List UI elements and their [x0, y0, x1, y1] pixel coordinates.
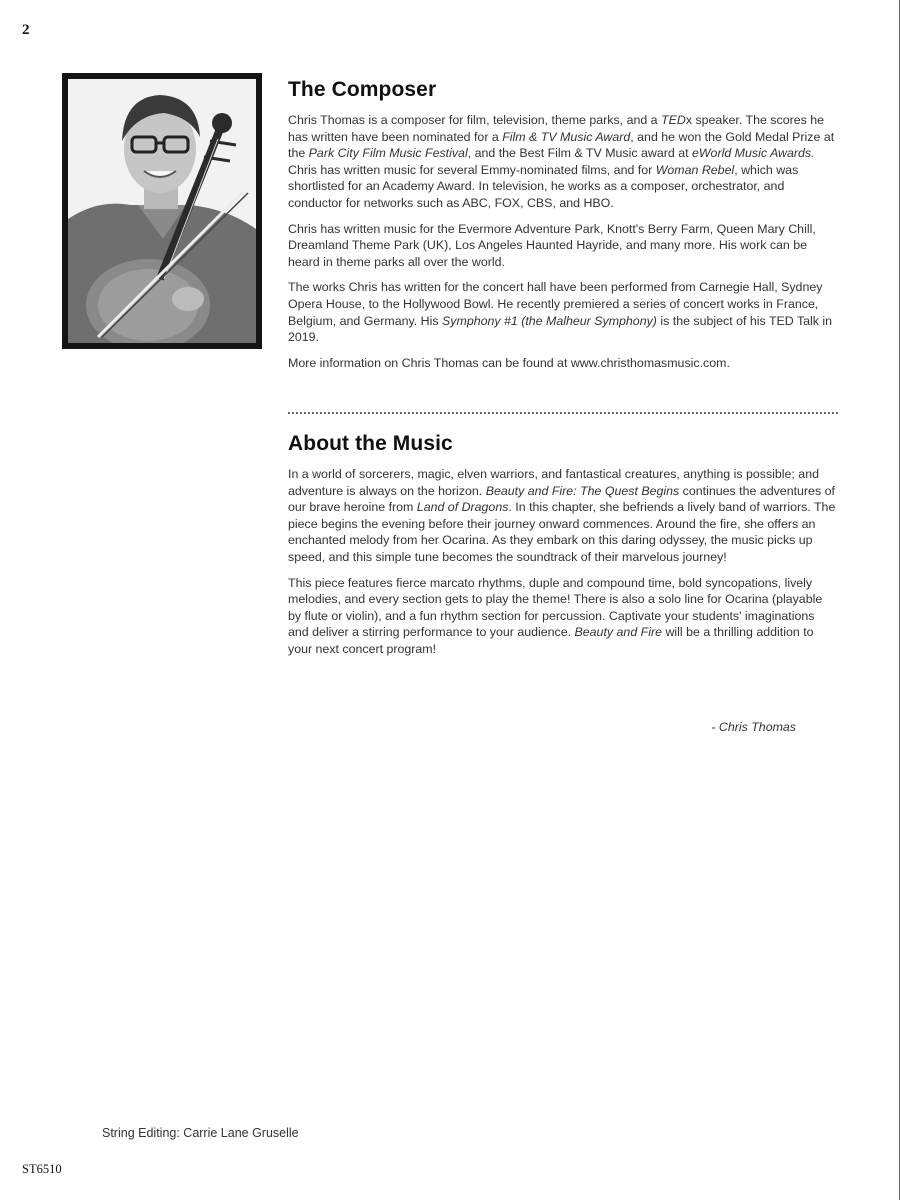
composer-paragraph: The works Chris has written for the concert hall have been performed from Carnegie Hall, Sydney Opera House, to the Hollywood Bowl. He recently premiered a series of concert works in France, Belgium, and Germany. His Symphony #1 (the Malheur Symphony) is the subject of his TED Talk in 2019.	[288, 280, 833, 345]
italic-text: Beauty and Fire	[574, 625, 662, 640]
page-number: 2	[22, 22, 30, 38]
about-music-paragraph: In a world of sorcerers, magic, elven warriors, and fantastical creatures, anything is possible; and adventure is always on the horizon. Beauty and Fire: The Quest Begins continues the adventures of our brave heroine from Land of Dragons. In this chapter, she befriends a lively band of warriors. The piece begins the evening before their journey onward commences. Around the fire, she offers an enchanted melody from her Ocarina. As they embark on this daring odyssey, the music picks up speed, and this simple tune becomes the soundtrack of their marvelous journey!	[288, 467, 836, 564]
string-editing-credit: String Editing: Carrie Lane Gruselle	[102, 1126, 299, 1140]
italic-text: Land of Dragons	[416, 500, 509, 515]
about-music-section	[288, 432, 838, 667]
composer-paragraph: Chris has written music for the Evermore Adventure Park, Knott's Berry Farm, Queen Mary Chill, Dreamland Theme Park (UK), Los Angeles Haunted Hayride, and many more. His work can be heard in theme parks all over the world.	[288, 221, 816, 269]
about-music-paragraph: This piece features fierce marcato rhythms, duple and compound time, bold syncopations, lively melodies, and every section gets to play the theme! There is also a solo line for Ocarina (playable by flute or violin), and a fun rhythm section for percussion. Captivate your students' imaginations and deliver a stirring performance to your audience. Beauty and Fire will be a thrilling addition to your next concert program!	[288, 575, 823, 656]
dotted-divider	[288, 412, 838, 414]
composer-section	[288, 78, 838, 380]
composer-heading: The Composer	[288, 78, 437, 101]
italic-text: Woman Rebel	[655, 162, 735, 177]
italic-text: Park City Film Music Festival	[308, 146, 468, 161]
composer-paragraph: More information on Chris Thomas can be found at www.christhomasmusic.com.	[288, 355, 730, 370]
composer-photo	[62, 73, 262, 349]
italic-text: Film & TV Music Award	[502, 129, 631, 144]
composer-paragraph: Chris Thomas is a composer for film, television, theme parks, and a TEDx speaker. The scores he has written have been nominated for a Film & TV Music Award, and he won the Gold Medal Prize at the Park City Film Music Festival, and the Best Film & TV Music award at eWorld Music Awards. Chris has written music for several Emmy-nominated films, and for Woman Rebel, which was shortlisted for an Academy Award. In television, he works as a composer, orchestrator, and conductor for networks such as ABC, FOX, CBS, and HBO.	[288, 113, 835, 210]
italic-text: Beauty and Fire: The Quest Begins	[485, 483, 680, 498]
italic-text: Symphony #1 (the Malheur Symphony)	[442, 313, 657, 328]
italic-text: TED	[661, 113, 686, 127]
composer-cello-portrait-image	[68, 79, 256, 343]
catalog-code: ST6510	[22, 1162, 62, 1176]
signature: - Chris Thomas	[711, 720, 796, 734]
about-music-heading: About the Music	[288, 432, 453, 455]
italic-text: eWorld Music Awards.	[691, 146, 815, 161]
